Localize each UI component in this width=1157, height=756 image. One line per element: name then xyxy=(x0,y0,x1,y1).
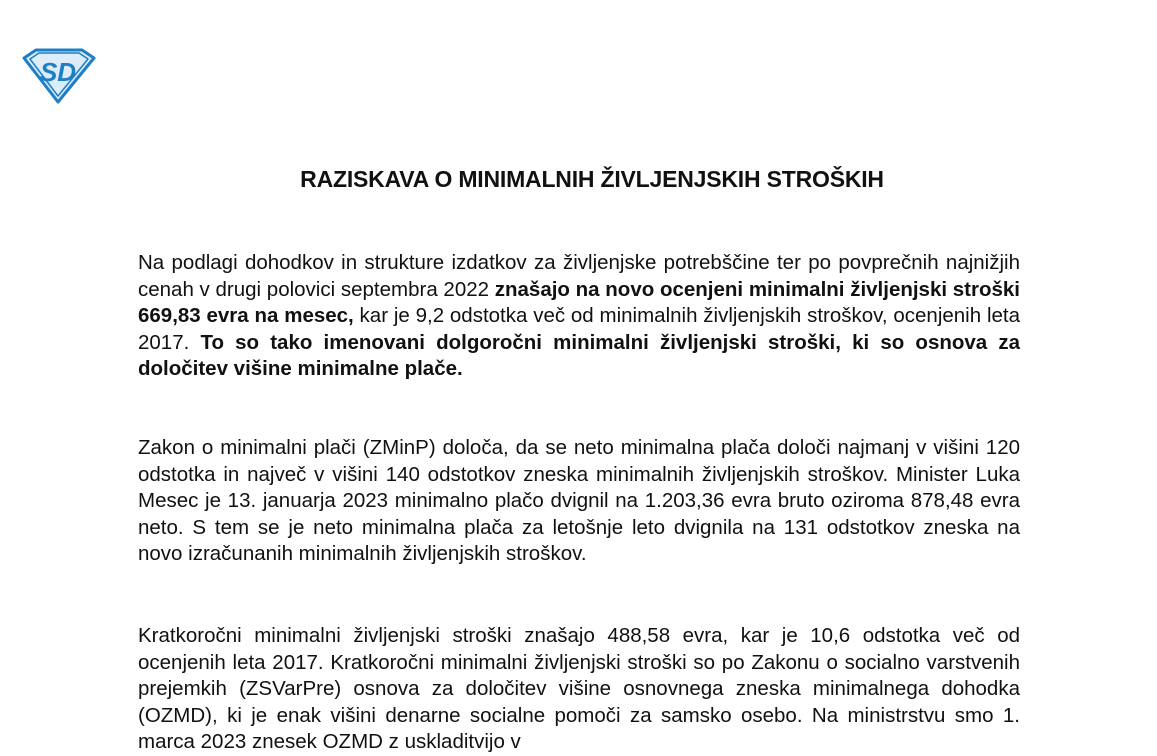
logo-lettering: SD xyxy=(39,57,77,87)
paragraph-3: Kratkoročni minimalni življenjski stroški znašajo 488,58 evra, kar je 10,6 odstotka več od ocenjenih leta 2017. Kratkoročni minimalni življenjski stroški so po Zakonu o socialno varstvenih prejemkih (ZSVarPre) osnova za določitev višine osnovnega zneska minimalnega dohodka (OZMD), ki je enak višini denarne socialne pomoči za samsko osebo. Na ministrstvu smo 1. marca 2023 znesek OZMD z uskladitvijo v xyxy=(138,624,1020,754)
paragraph-1-bold-a: znašajo na novo ocenjeni minimalni življenjski stroški 669,83 evra na mesec, xyxy=(138,277,1020,328)
paragraph-1-text-a: Na podlagi dohodkov in strukture izdatkov za življenjske potrebščine ter po povprečnih najnižjih cenah v drugi polovici septembra 2022 xyxy=(138,251,1020,301)
paragraph-1 xyxy=(138,250,1020,383)
document-title: RAZISKAVA O MINIMALNIH ŽIVLJENJSKIH STROŠKIH xyxy=(300,166,884,192)
paragraph-2: Zakon o minimalni plači (ZMinP) določa, da se neto minimalna plača določi najmanj v višini 120 odstotka in največ v višini 140 odstotkov zneska minimalnih življenjskih stroškov. Minister Luka Mesec je 13. januarja 2023 minimalno plačo dvignil na 1.203,36 evra bruto oziroma 878,48 evra neto. S tem se je neto minimalna plača za letošnje leto dvignila na 131 odstotkov zneska na novo izračunanih minimalnih življenjskih stroškov. xyxy=(138,436,1020,566)
paragraph-1-bold-b: To so tako imenovani dolgoročni minimalni življenjski stroški, ki so osnova za določitev višine minimalne plače. xyxy=(138,330,1020,381)
sd-logo-icon xyxy=(22,48,96,104)
paragraph-1-text-b: kar je 9,2 odstotka več od minimalnih življenjskih stroškov, ocenjenih leta 2017. xyxy=(138,304,1020,354)
